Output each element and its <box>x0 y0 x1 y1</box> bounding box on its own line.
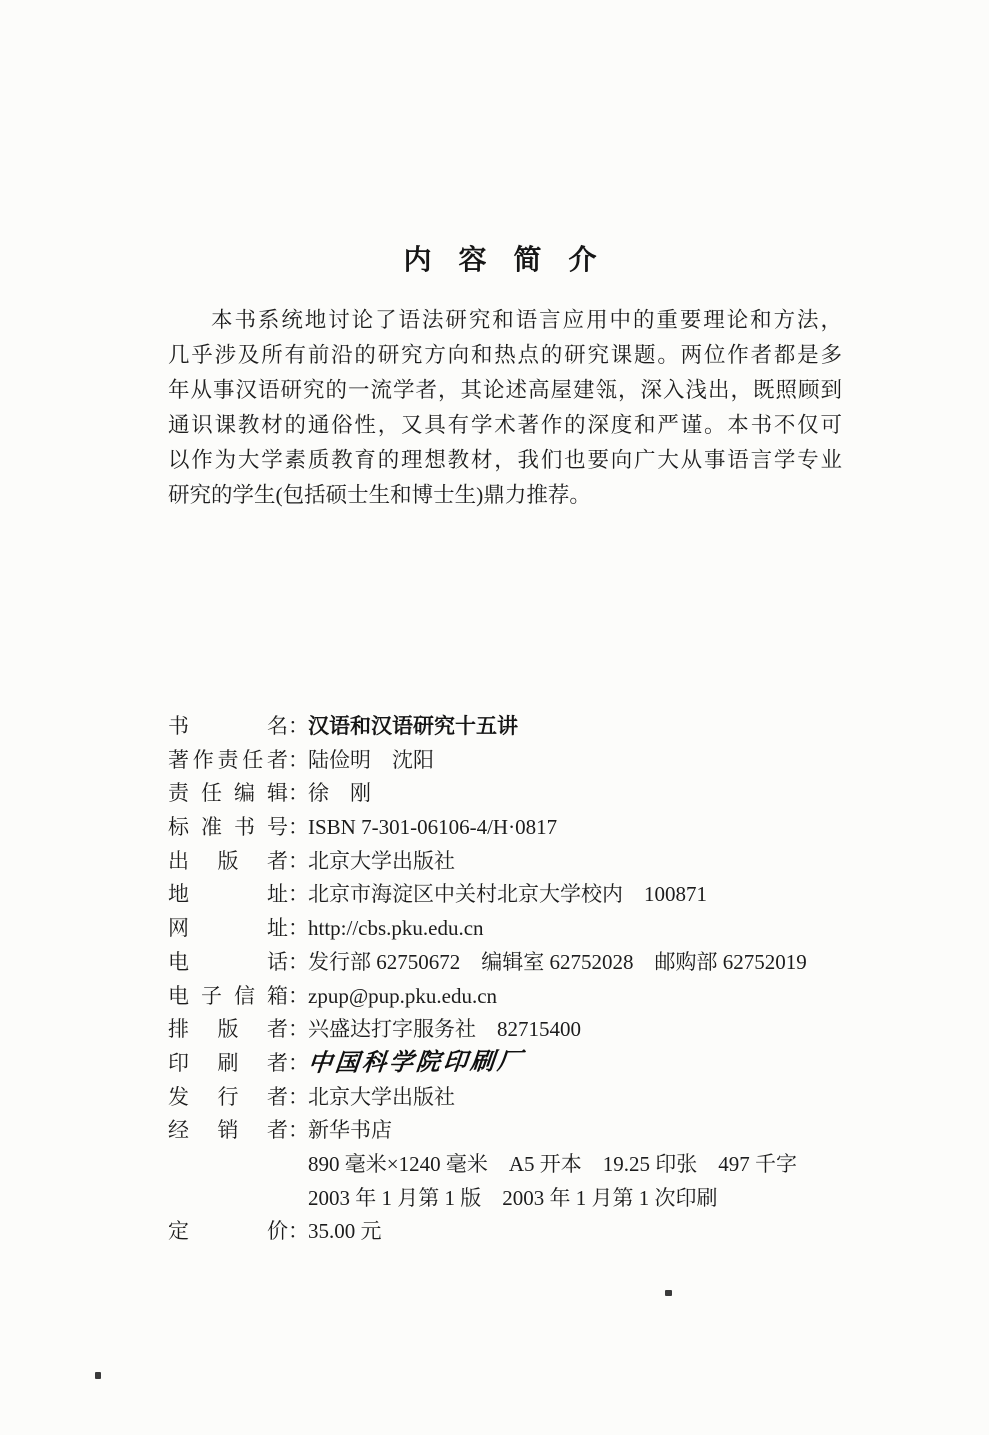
row-separator: ： <box>288 1118 309 1143</box>
row-value: zpup@pup.pku.edu.cn <box>308 983 498 1008</box>
scan-speck <box>665 1290 672 1296</box>
content-intro-title: 内 容 简 介 <box>403 245 607 276</box>
row-value: 北京大学出版社 <box>308 1084 455 1109</box>
colophon-row-publisher <box>168 845 868 879</box>
colophon-row-format <box>168 1148 868 1182</box>
row-value: 2003 年 1 月第 1 版 2003 年 1 月第 1 次印刷 <box>308 1185 718 1210</box>
row-separator: ： <box>288 1219 309 1244</box>
row-separator: ： <box>288 848 309 873</box>
colophon-row-typesetter <box>168 1013 868 1047</box>
colophon-row-isbn <box>168 811 868 845</box>
row-label: 排版者 <box>168 1017 288 1042</box>
row-label: 定价 <box>168 1219 288 1244</box>
scan-speck <box>95 1372 101 1379</box>
colophon-row-edition <box>168 1182 868 1216</box>
row-separator: ： <box>288 1017 309 1042</box>
intro-line: 几乎涉及所有前沿的研究方向和热点的研究课题。两位作者都是多 <box>168 343 842 367</box>
row-value: 35.00 元 <box>308 1219 382 1244</box>
colophon-row-email <box>168 980 868 1014</box>
row-separator: ： <box>288 1084 309 1109</box>
row-label: 著作责任者 <box>168 747 288 772</box>
row-value: 890 毫米×1240 毫米 A5 开本 19.25 印张 497 千字 <box>308 1151 798 1176</box>
row-value: 陆俭明 沈阳 <box>308 747 434 772</box>
colophon-row-distributor <box>168 1081 868 1115</box>
row-label: 出版者 <box>168 848 288 873</box>
printer-stamp-text: 中国科学院印刷厂 <box>306 1048 526 1077</box>
row-value: 北京大学出版社 <box>308 848 455 873</box>
row-label: 电话 <box>168 949 288 974</box>
row-separator: ： <box>288 983 309 1008</box>
colophon-row-retailer <box>168 1114 868 1148</box>
row-label: 标准书号 <box>168 815 288 840</box>
intro-line: 年从事汉语研究的一流学者，其论述高屋建瓴，深入浅出，既照顾到 <box>168 378 842 402</box>
colophon-row-price <box>168 1215 868 1249</box>
row-value: 新华书店 <box>308 1118 392 1143</box>
intro-line: 本书系统地讨论了语法研究和语言应用中的重要理论和方法， <box>211 308 842 332</box>
row-label: 责任编辑 <box>168 781 288 806</box>
row-separator: ： <box>288 747 309 772</box>
intro-line: 通识课教材的通俗性，又具有学术著作的深度和严谨。本书不仅可 <box>168 413 842 437</box>
intro-line: 以作为大学素质教育的理想教材，我们也要向广大从事语言学专业 <box>168 448 842 472</box>
row-label: 电子信箱 <box>168 983 288 1008</box>
row-label: 印刷者 <box>168 1050 288 1075</box>
colophon-row-website <box>168 912 868 946</box>
colophon-row-authors <box>168 744 868 778</box>
row-label: 书名 <box>168 714 288 738</box>
row-value: http://cbs.pku.edu.cn <box>308 916 484 941</box>
row-label: 网址 <box>168 916 288 941</box>
row-value: 汉语和汉语研究十五讲 <box>308 714 518 738</box>
row-separator: ： <box>288 949 309 974</box>
row-separator: ： <box>288 815 309 840</box>
row-label: 发行者 <box>168 1084 288 1109</box>
row-label: 经销者 <box>168 1118 288 1143</box>
row-value: 徐 刚 <box>308 781 371 806</box>
row-label: 地址 <box>168 882 288 907</box>
colophon-row-printer <box>168 1047 868 1081</box>
row-separator: ： <box>288 1050 309 1075</box>
colophon-row-book-title <box>168 710 868 744</box>
row-separator: ： <box>288 714 309 738</box>
colophon-row-address <box>168 878 868 912</box>
row-separator: ： <box>288 916 309 941</box>
row-value: ISBN 7-301-06106-4/H·0817 <box>308 815 558 840</box>
colophon-row-editor <box>168 777 868 811</box>
intro-paragraph <box>168 303 842 513</box>
row-value: 兴盛达打字服务社 82715400 <box>308 1017 581 1042</box>
colophon-row-phone <box>168 946 868 980</box>
row-separator: ： <box>288 882 309 907</box>
row-separator: ： <box>288 781 309 806</box>
intro-line: 研究的学生(包括硕士生和博士生)鼎力推荐。 <box>168 483 591 507</box>
colophon <box>168 710 868 1249</box>
row-value: 北京市海淀区中关村北京大学校内 100871 <box>308 882 707 907</box>
row-value: 发行部 62750672 编辑室 62752028 邮购部 62752019 <box>308 949 807 974</box>
